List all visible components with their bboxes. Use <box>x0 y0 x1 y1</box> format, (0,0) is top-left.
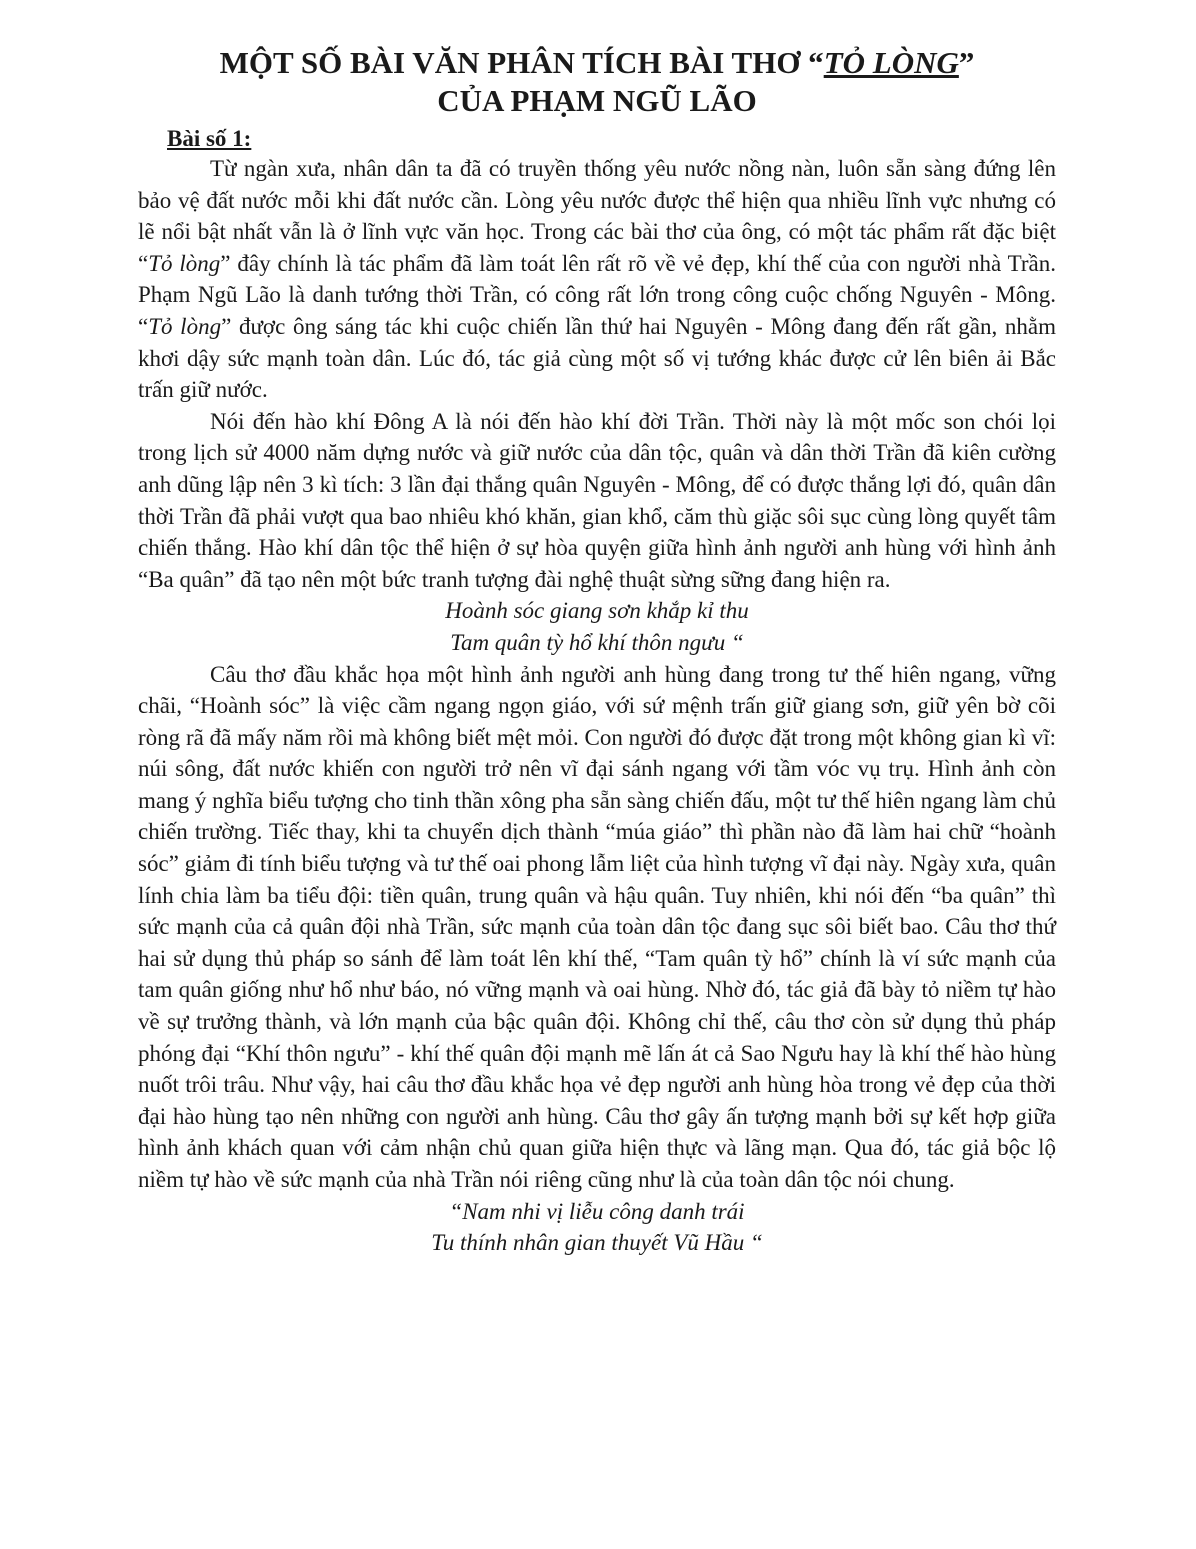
paragraph-1-text-b: ” đây chính là tác phẩm đã làm toát lên rất rõ về vẻ đẹp, khí thế của con người nhà Trần. Phạm Ngũ Lão là danh tướng thời Trần, có công rất lớn trong công cuộc chống Nguyên - Mông. “ <box>138 250 1056 339</box>
paragraph-1-text-a: Từ ngàn xưa, nhân dân ta đã có truyền thống yêu nước nồng nàn, luôn sẵn sàng đứng lên bảo vệ đất nước mỗi khi đất nước cần. Lòng yêu nước được thể hiện qua nhiều lĩnh vực nhưng có lẽ nổi bật nhất vẫn là ở lĩnh vực văn học. Trong các bài thơ của ông, có một tác phẩm rất đặc biệt “ <box>138 156 1056 276</box>
section-heading: Bài số 1: <box>167 126 252 151</box>
title-suffix: ” <box>958 45 975 80</box>
title-prefix: MỘT SỐ BÀI VĂN PHÂN TÍCH BÀI THƠ “ <box>219 45 824 80</box>
poem-1-line-1: Hoành sóc giang sơn khắp kỉ thu <box>445 598 749 624</box>
title-line-1 <box>138 44 1056 82</box>
paragraph-1-text-c: ” được ông sáng tác khi cuộc chiến lần thứ hai Nguyên - Mông đang đến rất gần, nhằm khơi dậy sức mạnh toàn dân. Lúc đó, tác giả cùng một số vị tướng khác được cử lên biên ải Bắc trấn giữ nước. <box>138 313 1056 403</box>
poem-quote-2 <box>138 1196 1056 1259</box>
paragraph-2: Nói đến hào khí Đông A là nói đến hào khí đời Trần. Thời này là một mốc son chói lọi trong lịch sử 4000 năm dựng nước và giữ nước của dân tộc, quân và dân thời Trần đã kiên cường anh dũng lập nên 3 kì tích: 3 lần đại thắng quân Nguyên - Mông, để có được thắng lợi đó, quân dân thời Trần đã phải vượt qua bao nhiêu khó khăn, gian khổ, căm thù giặc sôi sục cùng lòng quyết tâm chiến thắng. Hào khí dân tộc thể hiện ở sự hòa quyện giữa hình ảnh người anh hùng với hình ảnh “Ba quân” đã tạo nên một bức tranh tượng đài nghệ thuật sừng sững đang hiện ra. <box>138 408 1056 592</box>
document-title <box>138 44 1056 120</box>
poem-title-ref-1: Tỏ lòng <box>148 250 221 276</box>
poem-2-line-2: Tu thính nhân gian thuyết Vũ Hầu “ <box>431 1230 763 1256</box>
poem-quote-1 <box>138 595 1056 658</box>
paragraph-3: Câu thơ đầu khắc họa một hình ảnh người anh hùng đang trong tư thế hiên ngang, vững chãi, “Hoành sóc” là việc cầm ngang ngọn giáo, với sứ mệnh trấn giữ giang sơn, giữ yên bờ cõi ròng rã đã mấy năm rồi mà không biết mệt mỏi. Con người đó được đặt trong một không gian kì vĩ: núi sông, đất nước khiến con người trở nên vĩ đại sánh ngang với tầm vóc vụ trụ. Hình ảnh còn mang ý nghĩa biểu tượng cho tinh thần xông pha sẵn sàng chiến đấu, một tư thế hiên ngang làm chủ chiến trường. Tiếc thay, khi ta chuyển dịch thành “múa giáo” thì phần nào đã làm hai chữ “hoành sóc” giảm đi tính biểu tượng và tư thế oai phong lẫm liệt của hình tượng vĩ đại này. Ngày xưa, quân lính chia làm ba tiểu đội: tiền quân, trung quân và hậu quân. Tuy nhiên, khi nói đến “ba quân” thì sức mạnh của cả quân đội nhà Trần, sức mạnh của toàn dân tộc đang sục sôi biết bao. Câu thơ thứ hai sử dụng thủ pháp so sánh để làm toát lên khí thế, “Tam quân tỳ hổ” chính là ví sức mạnh của tam quân giống như hổ như báo, nó vững mạnh và oai hùng. Nhờ đó, tác giả đã bày tỏ niềm tự hào về sự trưởng thành, và lớn mạnh của bậc quân đội. Không chỉ thế, câu thơ còn sử dụng thủ pháp phóng đại “Khí thôn ngưu” - khí thế quân đội mạnh mẽ lấn át cả Sao Ngưu hay là khí thế hào hùng nuốt trôi trâu. Như vậy, hai câu thơ đầu khắc họa vẻ đẹp người anh hùng hòa trong vẻ đẹp của thời đại hào hùng tạo nên những con người anh hùng. Câu thơ gây ấn tượng mạnh bởi sự kết hợp giữa hình ảnh khách quan với cảm nhận chủ quan giữa hiện thực và lãng mạn. Qua đó, tác giả bộc lộ niềm tự hào về sức mạnh của nhà Trần nói riêng cũng như là của toàn dân tộc nói chung. <box>138 661 1056 1192</box>
poem-2-line-1: “Nam nhi vị liễu công danh trái <box>449 1198 745 1224</box>
title-line-2: CỦA PHẠM NGŨ LÃO <box>437 83 757 118</box>
title-poem-name: TỎ LÒNG <box>823 45 959 80</box>
document-page <box>138 44 1056 1259</box>
paragraph-1 <box>138 153 1056 406</box>
poem-title-ref-2: Tỏ lòng <box>148 313 222 339</box>
poem-1-line-2: Tam quân tỳ hổ khí thôn ngưu “ <box>450 629 744 655</box>
